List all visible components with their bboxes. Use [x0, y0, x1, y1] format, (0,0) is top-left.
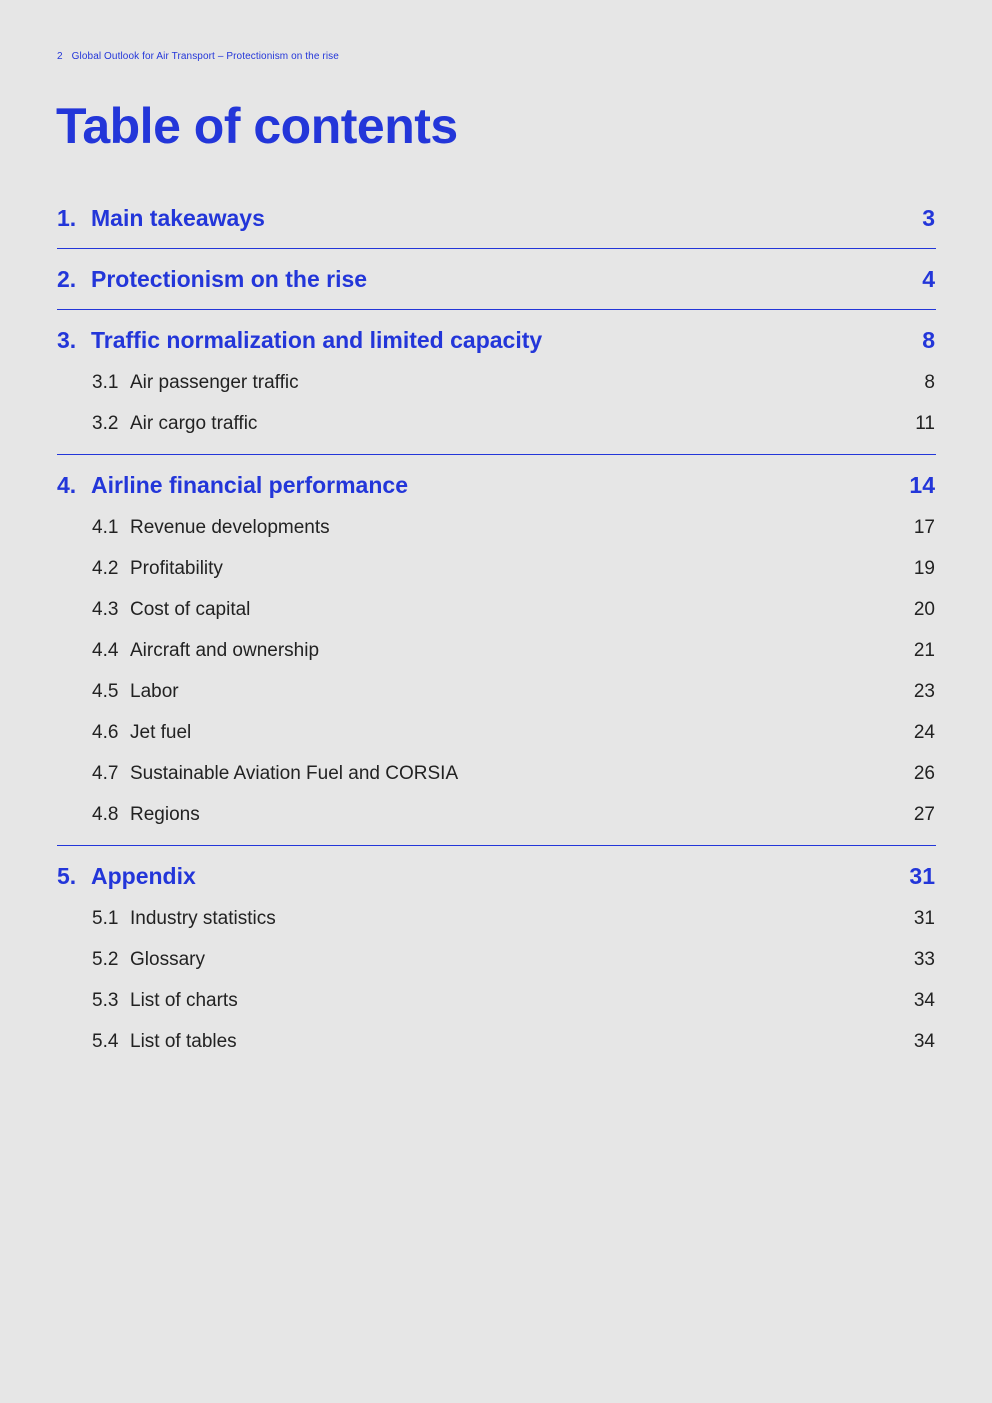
- toc-subsection-title: Industry statistics: [130, 907, 276, 929]
- toc-subsection-link[interactable]: [57, 403, 936, 444]
- toc-subsection-number: 4.2: [92, 557, 119, 579]
- toc-subsection-title: Glossary: [130, 948, 205, 970]
- toc-subsection-link[interactable]: [57, 980, 936, 1021]
- table-of-contents: [57, 196, 936, 1072]
- toc-subsection-title: List of tables: [130, 1030, 237, 1052]
- toc-subsection-link[interactable]: [57, 1021, 936, 1062]
- toc-section-link[interactable]: [57, 318, 936, 362]
- toc-subsection-number: 5.1: [92, 907, 119, 929]
- toc-subsection-number: 4.8: [92, 803, 119, 825]
- toc-subsection-title: Sustainable Aviation Fuel and CORSIA: [130, 762, 459, 784]
- toc-subsection-number: 4.6: [92, 721, 119, 743]
- toc-subsection-title: Labor: [130, 680, 179, 702]
- toc-section-number: 4.: [57, 471, 77, 498]
- toc-subsection-link[interactable]: [57, 939, 936, 980]
- toc-subsection-title: Jet fuel: [130, 721, 192, 743]
- toc-section-link[interactable]: [57, 854, 936, 898]
- toc-subsection-number: 5.4: [92, 1030, 119, 1052]
- toc-section-page: 31: [909, 862, 935, 889]
- toc-subsection-number: 3.2: [92, 412, 119, 434]
- toc-section-number: 5.: [57, 862, 77, 889]
- toc-subsection-number: 5.2: [92, 948, 119, 970]
- toc-subsection-page: 20: [913, 598, 935, 620]
- toc-subsection-number: 5.3: [92, 989, 119, 1011]
- toc-section-page: 8: [922, 326, 935, 353]
- toc-section: [57, 196, 936, 249]
- toc-section: [57, 318, 936, 455]
- toc-subsection-page: 31: [913, 907, 935, 929]
- toc-subsection-page: 21: [913, 639, 935, 661]
- toc-subsection-link[interactable]: [57, 630, 936, 671]
- toc-subsection-page: 11: [915, 412, 935, 434]
- toc-subsection-link[interactable]: [57, 753, 936, 794]
- toc-subsection-link[interactable]: [57, 671, 936, 712]
- toc-section-title: Protectionism on the rise: [91, 265, 368, 292]
- toc-subsection-page: 34: [913, 989, 935, 1011]
- toc-subsection-title: Air passenger traffic: [130, 371, 299, 393]
- toc-subsection-number: 3.1: [92, 371, 119, 393]
- page-title: Table of contents: [56, 98, 458, 154]
- toc-subsection-title: Aircraft and ownership: [130, 639, 320, 661]
- page-number: 2: [57, 51, 63, 62]
- toc-subsection-number: 4.1: [92, 516, 119, 538]
- toc-section-number: 3.: [57, 326, 77, 353]
- toc-subsection-page: 23: [913, 680, 935, 702]
- toc-subsection-link[interactable]: [57, 507, 936, 548]
- toc-section-number: 2.: [57, 265, 77, 292]
- toc-subsection-title: List of charts: [130, 989, 238, 1011]
- toc-section-page: 3: [922, 204, 935, 231]
- toc-section: [57, 463, 936, 846]
- toc-subsection-link[interactable]: [57, 794, 936, 835]
- running-header: [57, 51, 339, 62]
- toc-section-link[interactable]: [57, 257, 936, 301]
- toc-subsection-link[interactable]: [57, 548, 936, 589]
- toc-subsection-link[interactable]: [57, 362, 936, 403]
- toc-section-number: 1.: [57, 204, 77, 231]
- toc-subsection-list: [57, 898, 936, 1072]
- toc-subsection-link[interactable]: [57, 712, 936, 753]
- toc-subsection-page: 26: [913, 762, 935, 784]
- toc-subsection-page: 27: [913, 803, 935, 825]
- running-title: Global Outlook for Air Transport – Protectionism on the rise: [71, 51, 339, 62]
- toc-subsection-number: 4.3: [92, 598, 119, 620]
- toc-section: [57, 854, 936, 1072]
- toc-subsection-page: 24: [913, 721, 935, 743]
- toc-subsection-page: 17: [913, 516, 935, 538]
- toc-subsection-number: 4.7: [92, 762, 119, 784]
- toc-subsection-title: Profitability: [130, 557, 223, 579]
- toc-subsection-number: 4.5: [92, 680, 119, 702]
- toc-subsection-page: 19: [913, 557, 935, 579]
- toc-section-page: 4: [922, 265, 935, 292]
- toc-subsection-page: 8: [924, 371, 935, 393]
- toc-subsection-title: Air cargo traffic: [130, 412, 258, 434]
- toc-subsection-page: 33: [913, 948, 935, 970]
- toc-subsection-title: Cost of capital: [130, 598, 251, 620]
- toc-subsection-link[interactable]: [57, 898, 936, 939]
- toc-subsection-link[interactable]: [57, 589, 936, 630]
- toc-section-title: Traffic normalization and limited capacity: [91, 326, 543, 353]
- toc-subsection-title: Regions: [130, 803, 200, 825]
- toc-section-title: Main takeaways: [91, 204, 265, 231]
- toc-section-link[interactable]: [57, 463, 936, 507]
- toc-section-title: Appendix: [91, 862, 196, 889]
- toc-subsection-page: 34: [913, 1030, 935, 1052]
- toc-subsection-list: [57, 507, 936, 845]
- toc-subsection-list: [57, 362, 936, 454]
- toc-section-page: 14: [909, 471, 935, 498]
- toc-subsection-number: 4.4: [92, 639, 119, 661]
- toc-section-link[interactable]: [57, 196, 936, 240]
- toc-section-title: Airline financial performance: [91, 471, 408, 498]
- toc-subsection-title: Revenue developments: [130, 516, 330, 538]
- toc-section: [57, 257, 936, 310]
